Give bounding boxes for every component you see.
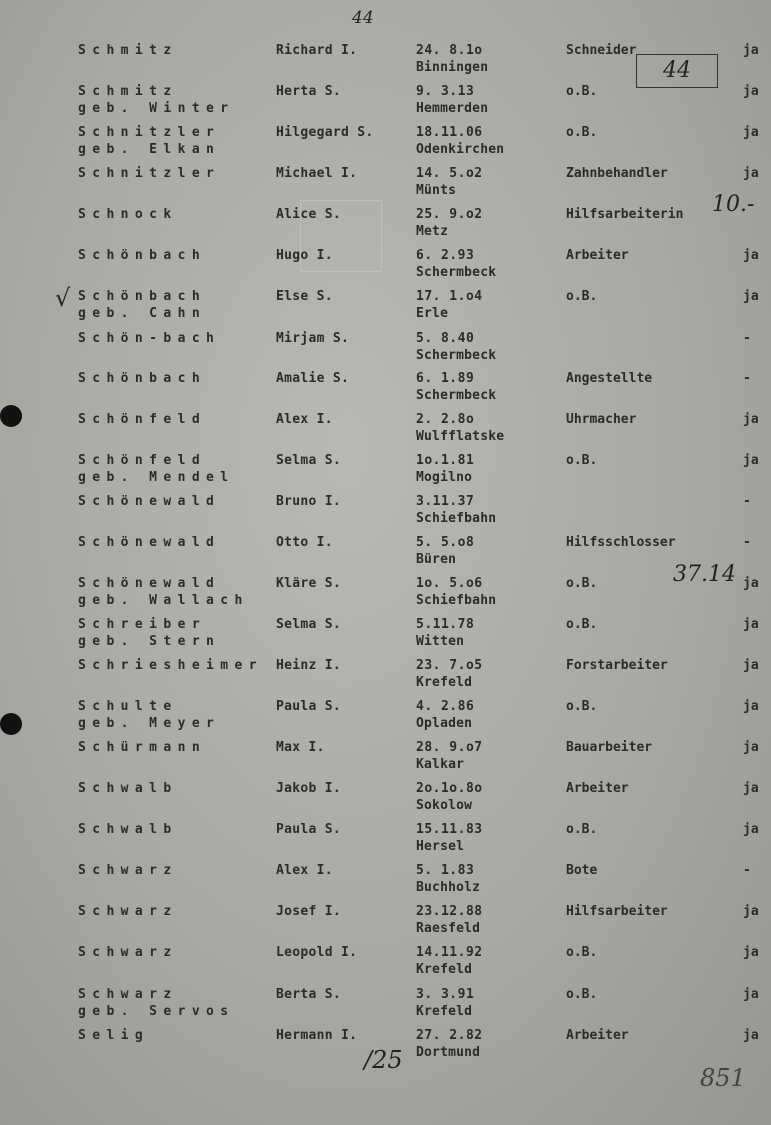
register-row — [0, 83, 771, 123]
occupation: o.B. — [566, 576, 598, 591]
register-row — [0, 206, 771, 246]
register-row — [0, 575, 771, 615]
given-name: Leopold I. — [276, 945, 358, 960]
page-number: 44 — [352, 8, 374, 28]
birth-place: Münts — [416, 183, 457, 198]
surname: Schwalb — [78, 781, 178, 796]
birth-place: Schermbeck — [416, 388, 497, 403]
surname: Schönewald — [78, 576, 221, 591]
occupation: o.B. — [566, 84, 598, 99]
register-row — [0, 42, 771, 82]
occupation: Forstarbeiter — [566, 658, 668, 673]
birth-place: Raesfeld — [416, 921, 481, 936]
given-name: Heinz I. — [276, 658, 342, 673]
given-name: Else S. — [276, 289, 333, 304]
occupation: Zahnbehandler — [566, 166, 668, 181]
register-row — [0, 411, 771, 451]
birth-place: Schiefbahn — [416, 511, 497, 526]
surname: Schönbach — [78, 248, 207, 263]
status-flag: ja — [743, 822, 759, 837]
birth-date: 14. 5.o2 — [416, 166, 483, 181]
given-name: Amalie S. — [276, 371, 350, 386]
given-name: Berta S. — [276, 987, 342, 1002]
birth-place: Mogilno — [416, 470, 473, 485]
amount-annotation: 10.- — [712, 192, 755, 217]
register-row — [0, 862, 771, 902]
occupation: o.B. — [566, 699, 598, 714]
given-name: Alice S. — [276, 207, 342, 222]
surname: Schön-bach — [78, 331, 221, 346]
birth-place: Erle — [416, 306, 449, 321]
maiden-name: geb. Cahn — [78, 306, 207, 321]
surname: Schmitz — [78, 84, 178, 99]
surname: Schönbach — [78, 289, 207, 304]
occupation: o.B. — [566, 822, 598, 837]
surname: Schwarz — [78, 987, 178, 1002]
birth-date: 17. 1.o4 — [416, 289, 483, 304]
maiden-name: geb. Meyer — [78, 716, 221, 731]
surname: Schnitzler — [78, 166, 221, 181]
maiden-name: geb. Wallach — [78, 593, 249, 608]
status-flag: ja — [743, 125, 759, 140]
status-flag: ja — [743, 740, 759, 755]
birth-place: Schermbeck — [416, 265, 497, 280]
register-row — [0, 739, 771, 779]
given-name: Paula S. — [276, 822, 342, 837]
status-flag: ja — [743, 248, 759, 263]
birth-place: Odenkirchen — [416, 142, 505, 157]
surname: Schnitzler — [78, 125, 221, 140]
maiden-name: geb. Elkan — [78, 142, 221, 157]
surname: Schwarz — [78, 863, 178, 878]
footer-annotation: /25 — [364, 1046, 403, 1074]
birth-place: Krefeld — [416, 675, 473, 690]
surname: Schwarz — [78, 945, 178, 960]
given-name: Michael I. — [276, 166, 358, 181]
status-flag: ja — [743, 453, 759, 468]
birth-place: Schermbeck — [416, 348, 497, 363]
birth-place: Sokolow — [416, 798, 473, 813]
occupation: Uhrmacher — [566, 412, 637, 427]
given-name: Alex I. — [276, 863, 333, 878]
given-name: Selma S. — [276, 453, 342, 468]
register-row — [0, 330, 771, 370]
maiden-name: geb. Stern — [78, 634, 221, 649]
register-row — [0, 944, 771, 984]
given-name: Hilgegard S. — [276, 125, 374, 140]
occupation: Schneider — [566, 43, 637, 58]
birth-place: Krefeld — [416, 1004, 473, 1019]
register-row — [0, 288, 771, 328]
birth-place: Hersel — [416, 839, 465, 854]
birth-place: Hemmerden — [416, 101, 489, 116]
given-name: Mirjam S. — [276, 331, 350, 346]
surname: Schnock — [78, 207, 178, 222]
given-name: Herta S. — [276, 84, 342, 99]
register-row — [0, 986, 771, 1026]
occupation: o.B. — [566, 945, 598, 960]
surname: Schönewald — [78, 494, 221, 509]
register-row — [0, 698, 771, 738]
status-flag: - — [743, 371, 751, 386]
ref-annotation: 37.14 — [673, 562, 736, 587]
birth-date: 4. 2.86 — [416, 699, 475, 714]
birth-date: 5. 5.o8 — [416, 535, 475, 550]
occupation: o.B. — [566, 987, 598, 1002]
status-flag: ja — [743, 576, 759, 591]
surname: Schriesheimer — [78, 658, 263, 673]
surname: Selig — [78, 1028, 150, 1043]
register-row — [0, 124, 771, 164]
birth-place: Krefeld — [416, 962, 473, 977]
birth-date: 3.11.37 — [416, 494, 475, 509]
status-flag: ja — [743, 166, 759, 181]
status-flag: ja — [743, 1028, 759, 1043]
surname: Schönbach — [78, 371, 207, 386]
status-flag: ja — [743, 412, 759, 427]
surname: Schwalb — [78, 822, 178, 837]
occupation: Hilfsarbeiterin — [566, 207, 684, 222]
surname: Schwarz — [78, 904, 178, 919]
birth-place: Binningen — [416, 60, 489, 75]
given-name: Richard I. — [276, 43, 358, 58]
birth-date: 3. 3.91 — [416, 987, 475, 1002]
birth-place: Buchholz — [416, 880, 481, 895]
birth-date: 9. 3.13 — [416, 84, 475, 99]
status-flag: ja — [743, 904, 759, 919]
status-flag: - — [743, 863, 751, 878]
birth-date: 6. 1.89 — [416, 371, 475, 386]
surname: Schulte — [78, 699, 178, 714]
status-flag: - — [743, 331, 751, 346]
occupation: o.B. — [566, 617, 598, 632]
birth-date: 24. 8.1o — [416, 43, 483, 58]
maiden-name: geb. Winter — [78, 101, 235, 116]
given-name: Paula S. — [276, 699, 342, 714]
birth-date: 2. 2.8o — [416, 412, 475, 427]
register-row — [0, 616, 771, 656]
register-row — [0, 821, 771, 861]
surname: Schreiber — [78, 617, 207, 632]
occupation: Arbeiter — [566, 248, 629, 263]
birth-date: 25. 9.o2 — [416, 207, 483, 222]
birth-date: 23.12.88 — [416, 904, 483, 919]
birth-date: 14.11.92 — [416, 945, 483, 960]
surname: Schönewald — [78, 535, 221, 550]
maiden-name: geb. Mendel — [78, 470, 235, 485]
occupation: Hilfsarbeiter — [566, 904, 668, 919]
given-name: Josef I. — [276, 904, 342, 919]
birth-date: 28. 9.o7 — [416, 740, 483, 755]
birth-date: 5. 1.83 — [416, 863, 475, 878]
register-row — [0, 452, 771, 492]
register-row — [0, 657, 771, 697]
birth-date: 15.11.83 — [416, 822, 483, 837]
surname: Schönfeld — [78, 412, 207, 427]
birth-date: 1o. 5.o6 — [416, 576, 483, 591]
occupation: Bote — [566, 863, 598, 878]
status-flag: ja — [743, 84, 759, 99]
surname: Schürmann — [78, 740, 207, 755]
birth-date: 27. 2.82 — [416, 1028, 483, 1043]
given-name: Otto I. — [276, 535, 333, 550]
birth-date: 2o.1o.8o — [416, 781, 483, 796]
given-name: Jakob I. — [276, 781, 342, 796]
status-flag: ja — [743, 945, 759, 960]
given-name: Hugo I. — [276, 248, 333, 263]
birth-date: 6. 2.93 — [416, 248, 475, 263]
occupation: Arbeiter — [566, 781, 629, 796]
register-row — [0, 534, 771, 574]
register-row — [0, 370, 771, 410]
register-row — [0, 493, 771, 533]
given-name: Selma S. — [276, 617, 342, 632]
birth-date: 1o.1.81 — [416, 453, 475, 468]
surname: Schönfeld — [78, 453, 207, 468]
surname: Schmitz — [78, 43, 178, 58]
birth-place: Wulfflatske — [416, 429, 505, 444]
status-flag: ja — [743, 289, 759, 304]
register-row — [0, 903, 771, 943]
birth-date: 5.11.78 — [416, 617, 475, 632]
status-flag: ja — [743, 699, 759, 714]
occupation: Arbeiter — [566, 1028, 629, 1043]
occupation: Bauarbeiter — [566, 740, 653, 755]
status-flag: ja — [743, 987, 759, 1002]
status-flag: ja — [743, 781, 759, 796]
check-mark: √ — [55, 284, 71, 312]
given-name: Alex I. — [276, 412, 333, 427]
occupation: Hilfsschlosser — [566, 535, 676, 550]
birth-place: Opladen — [416, 716, 473, 731]
status-flag: ja — [743, 617, 759, 632]
status-flag: - — [743, 494, 751, 509]
birth-place: Büren — [416, 552, 457, 567]
occupation: Angestellte — [566, 371, 653, 386]
status-flag: - — [743, 535, 751, 550]
birth-place: Witten — [416, 634, 465, 649]
register-row — [0, 165, 771, 205]
maiden-name: geb. Servos — [78, 1004, 235, 1019]
birth-place: Metz — [416, 224, 449, 239]
birth-place: Schiefbahn — [416, 593, 497, 608]
birth-place: Kalkar — [416, 757, 465, 772]
status-flag: ja — [743, 658, 759, 673]
birth-place: Dortmund — [416, 1045, 481, 1060]
register-row — [0, 780, 771, 820]
birth-date: 23. 7.o5 — [416, 658, 483, 673]
occupation: o.B. — [566, 453, 598, 468]
birth-date: 18.11.06 — [416, 125, 483, 140]
given-name: Bruno I. — [276, 494, 342, 509]
occupation: o.B. — [566, 289, 598, 304]
birth-date: 5. 8.40 — [416, 331, 475, 346]
given-name: Max I. — [276, 740, 325, 755]
register-row — [0, 247, 771, 287]
given-name: Kläre S. — [276, 576, 342, 591]
boxed-page-number: 44 — [636, 54, 718, 88]
occupation: o.B. — [566, 125, 598, 140]
given-name: Hermann I. — [276, 1028, 358, 1043]
status-flag: ja — [743, 43, 759, 58]
register-row — [0, 1027, 771, 1067]
archive-number: 851 — [700, 1064, 746, 1092]
